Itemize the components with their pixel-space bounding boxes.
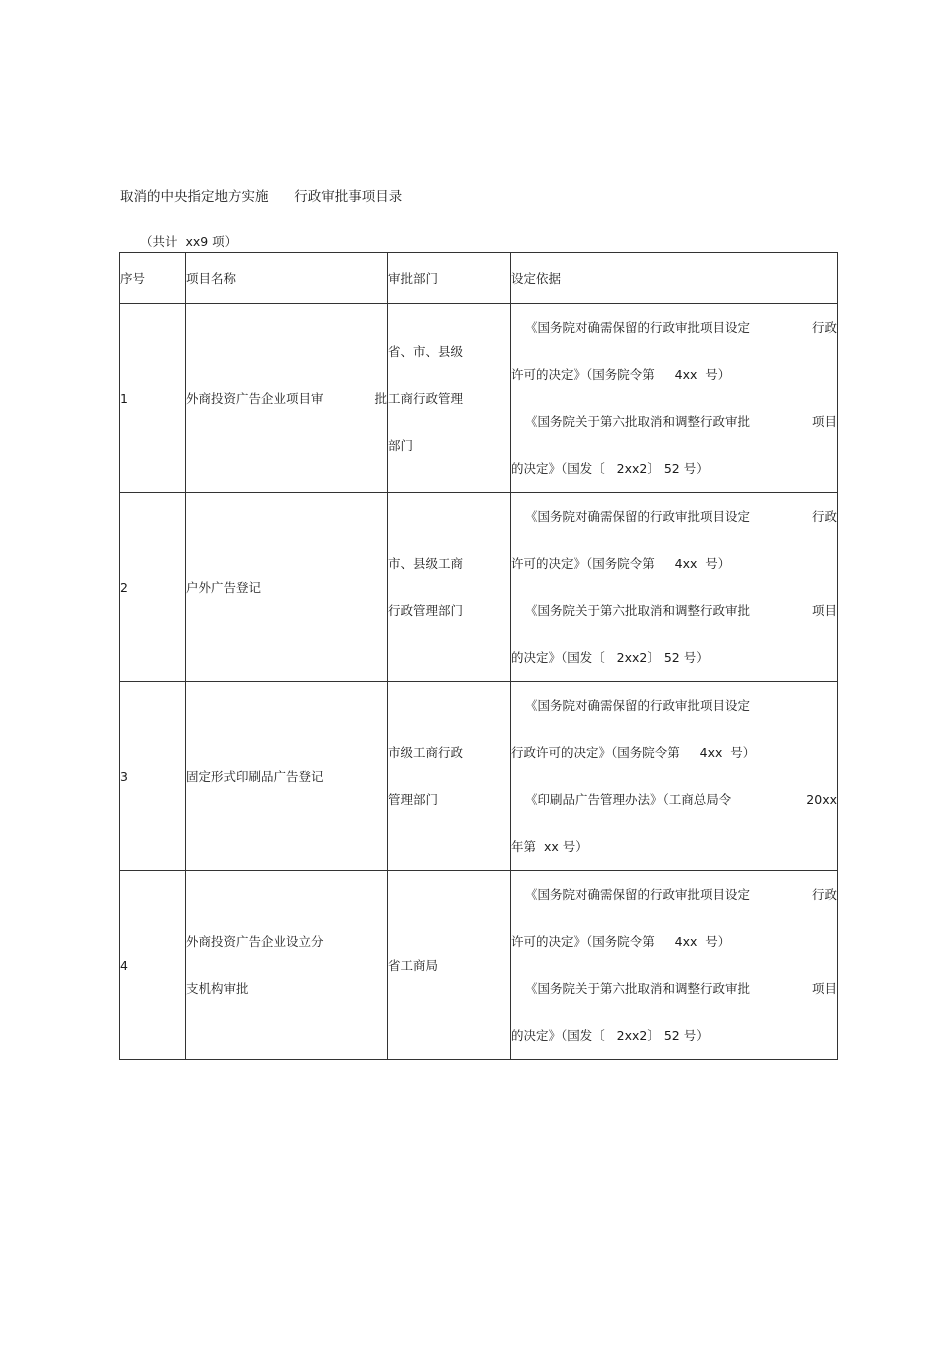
legal-basis-line xyxy=(511,587,837,634)
item-name-text: 支机构审批 xyxy=(186,981,249,996)
legal-basis-line xyxy=(511,965,837,1012)
item-name-text: 批 xyxy=(374,390,387,406)
item-name xyxy=(186,304,388,493)
legal-basis-text: 行政许可的决定》（国务院令第 4xx 号） xyxy=(511,745,756,760)
item-name-text: 外商投资广告企业设立分 xyxy=(186,934,324,949)
legal-basis-text: 项目 xyxy=(811,603,837,618)
legal-basis-line xyxy=(511,918,837,965)
department-line: 工商行政管理 xyxy=(388,390,464,406)
serial-number: 2 xyxy=(120,493,186,682)
legal-basis xyxy=(511,871,838,1060)
legal-basis xyxy=(511,493,838,682)
item-name-line xyxy=(186,918,387,965)
approval-department xyxy=(388,304,511,493)
legal-basis-text: 项目 xyxy=(811,981,837,996)
legal-basis-text: 行政 xyxy=(811,887,837,902)
legal-basis-text: 《国务院对确需保留的行政审批项目设定 xyxy=(525,320,751,335)
legal-basis-line xyxy=(511,398,837,445)
legal-basis-line xyxy=(511,445,837,492)
legal-basis-line xyxy=(511,729,837,776)
legal-basis-line xyxy=(511,776,837,823)
item-name-line xyxy=(186,965,387,1012)
legal-basis-text: 《印刷品广告管理办法》（工商总局令 xyxy=(525,792,732,807)
department-line: 管理部门 xyxy=(388,792,439,807)
legal-basis-line xyxy=(511,871,837,918)
table-row xyxy=(120,682,838,871)
legal-basis-text: 行政 xyxy=(811,320,837,335)
legal-basis-text: 《国务院对确需保留的行政审批项目设定 xyxy=(525,887,751,902)
approval-department xyxy=(388,493,511,682)
legal-basis-text: 项目 xyxy=(811,414,837,429)
item-name-text: 外商投资广告企业项目审 xyxy=(186,390,324,406)
table-row xyxy=(120,304,838,493)
legal-basis-line xyxy=(511,304,837,351)
approval-department xyxy=(388,682,511,871)
legal-basis-text: 年第 xx 号） xyxy=(511,839,588,854)
department-line: 行政管理部门 xyxy=(388,603,464,618)
item-name-line xyxy=(186,375,387,422)
legal-basis-line xyxy=(511,493,837,540)
table-body xyxy=(120,304,838,1060)
legal-basis xyxy=(511,682,838,871)
item-count: （共计 xx9 项） xyxy=(140,234,238,249)
approval-items-table xyxy=(119,252,838,1060)
legal-basis-line xyxy=(511,351,837,398)
item-name xyxy=(186,493,388,682)
header-serial-number: 序号 xyxy=(120,253,186,304)
department-line: 市级工商行政 xyxy=(388,745,464,760)
table-row xyxy=(120,493,838,682)
item-name-text: 户外广告登记 xyxy=(186,579,262,595)
department-line: 部门 xyxy=(388,437,414,453)
header-item-name: 项目名称 xyxy=(186,253,388,304)
legal-basis-line xyxy=(511,634,837,681)
serial-number: 3 xyxy=(120,682,186,871)
department-line: 省工商局 xyxy=(388,957,439,973)
item-name xyxy=(186,682,388,871)
header-legal-basis: 设定依据 xyxy=(511,253,838,304)
legal-basis-text: 的决定》（国发〔 2xx2〕 52 号） xyxy=(511,461,709,476)
item-name-line xyxy=(186,564,387,611)
table-header-row xyxy=(120,253,838,304)
header-approval-department: 审批部门 xyxy=(388,253,511,304)
item-name-line xyxy=(186,753,387,800)
legal-basis-text: 《国务院关于第六批取消和调整行政审批 xyxy=(525,981,751,996)
legal-basis-text: 《国务院对确需保留的行政审批项目设定 xyxy=(525,509,751,524)
legal-basis-text: 许可的决定》（国务院令第 4xx 号） xyxy=(511,367,731,382)
legal-basis-text: 的决定》（国发〔 2xx2〕 52 号） xyxy=(511,1028,709,1043)
legal-basis-text: 行政 xyxy=(811,509,837,524)
table-row xyxy=(120,871,838,1060)
legal-basis-line xyxy=(511,823,837,870)
legal-basis-line xyxy=(511,1012,837,1059)
legal-basis-line xyxy=(511,682,837,729)
legal-basis-text: 《国务院对确需保留的行政审批项目设定 xyxy=(525,698,751,713)
item-name xyxy=(186,871,388,1060)
legal-basis-text: 的决定》（国发〔 2xx2〕 52 号） xyxy=(511,650,709,665)
legal-basis-line xyxy=(511,540,837,587)
department-line: 市、县级工商 xyxy=(388,556,464,571)
legal-basis xyxy=(511,304,838,493)
approval-department xyxy=(388,871,511,1060)
legal-basis-text: 20xx xyxy=(806,792,837,807)
legal-basis-text: 许可的决定》（国务院令第 4xx 号） xyxy=(511,934,731,949)
department-line: 省、市、县级 xyxy=(388,343,464,359)
document-title: 取消的中央指定地方实施 行政审批事项目录 xyxy=(120,189,403,205)
serial-number: 1 xyxy=(120,304,186,493)
legal-basis-text: 《国务院关于第六批取消和调整行政审批 xyxy=(525,414,751,429)
serial-number: 4 xyxy=(120,871,186,1060)
legal-basis-text: 许可的决定》（国务院令第 4xx 号） xyxy=(511,556,731,571)
item-name-text: 固定形式印刷品广告登记 xyxy=(186,768,324,784)
legal-basis-text: 《国务院关于第六批取消和调整行政审批 xyxy=(525,603,751,618)
